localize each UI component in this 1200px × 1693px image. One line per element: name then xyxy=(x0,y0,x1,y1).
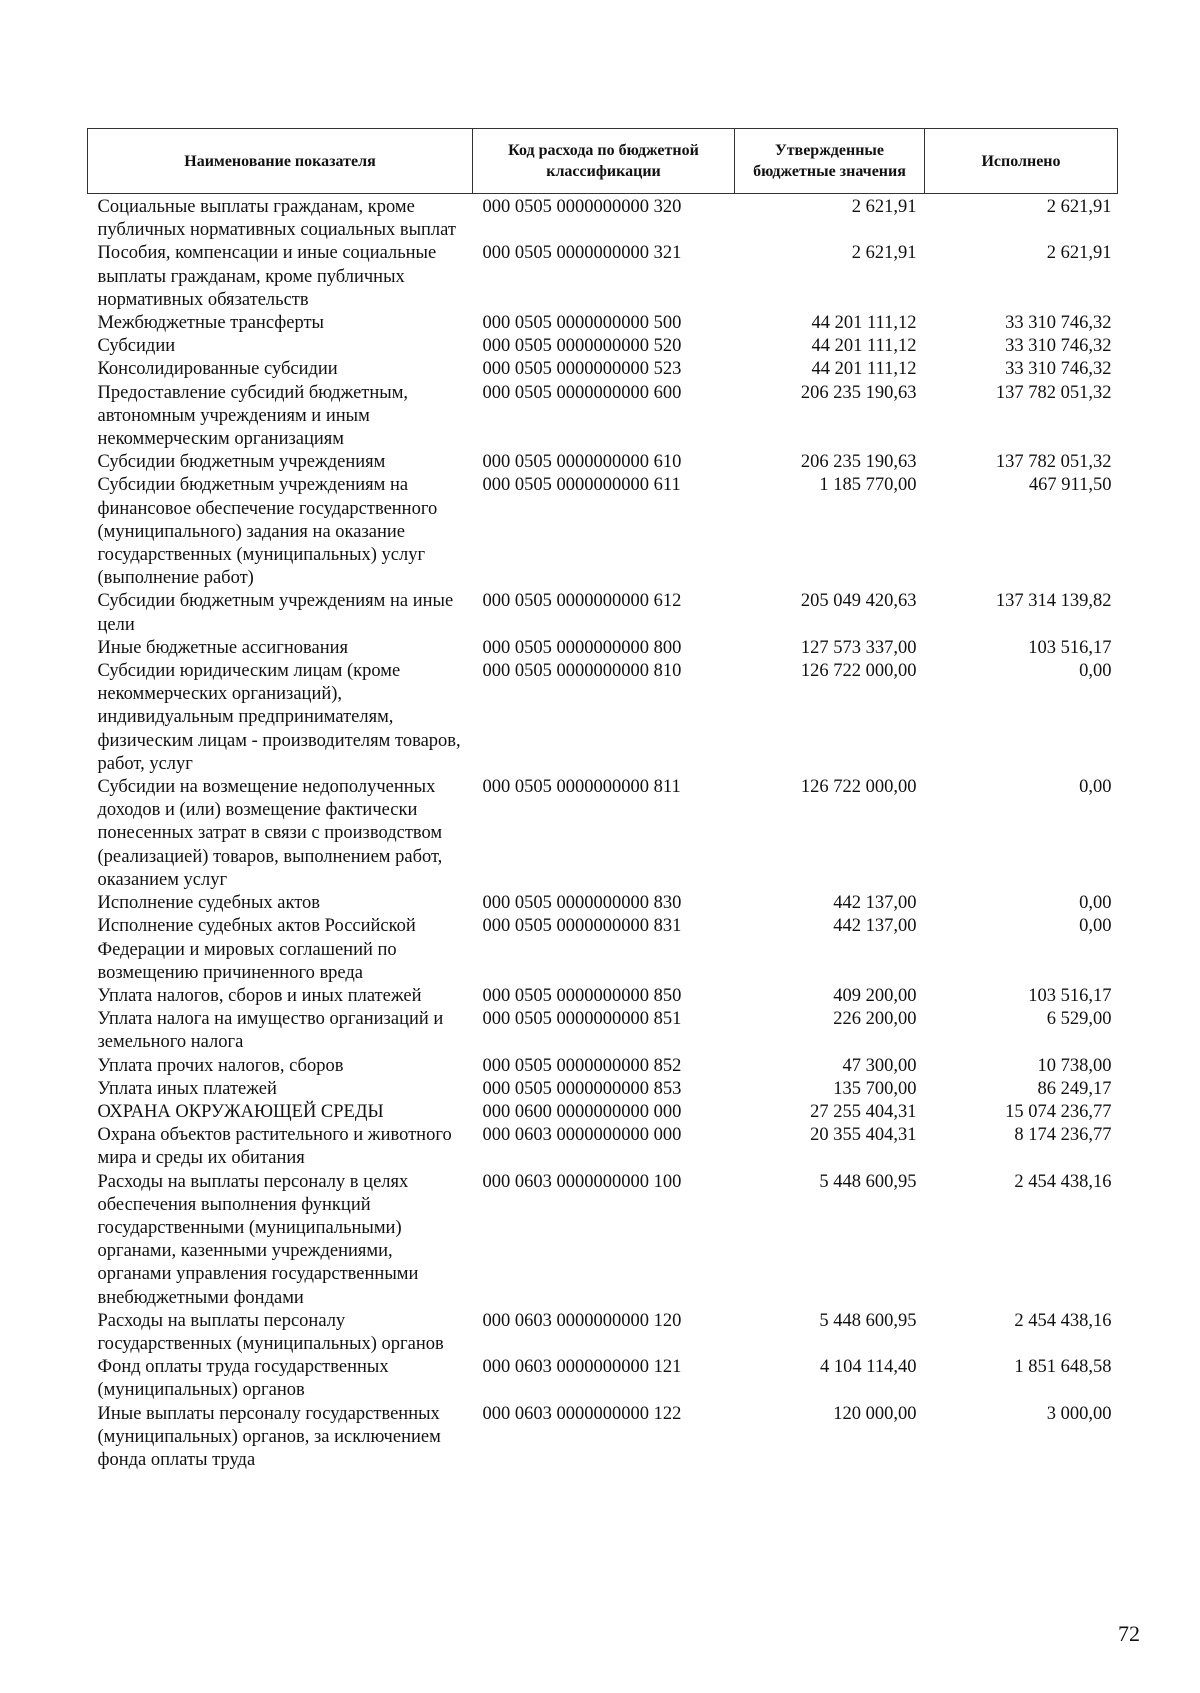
row-executed-value: 2 454 438,16 xyxy=(1014,1171,1112,1192)
row-approved-value: 206 235 190,63 xyxy=(800,452,917,473)
table-row xyxy=(88,637,1118,660)
header-executed: Исполнено xyxy=(925,129,1118,194)
table-row xyxy=(88,194,1118,243)
row-approved-value: 4 104 114,40 xyxy=(820,1357,917,1378)
row-executed-value: 0,00 xyxy=(1079,893,1112,914)
row-approved-value: 206 235 190,63 xyxy=(800,382,917,403)
row-approved-value: 409 200,00 xyxy=(833,985,917,1006)
row-expense-code: 000 0505 0000000000 850 xyxy=(482,985,682,1006)
row-indicator-name: Межбюджетные трансферты xyxy=(97,313,324,334)
row-executed-value: 3 000,00 xyxy=(1046,1403,1112,1424)
table-row xyxy=(88,915,1118,985)
row-approved-value: 126 722 000,00 xyxy=(800,661,917,682)
header-approved-values: Утвержденные бюджетные значения xyxy=(735,129,925,194)
row-indicator-name: Уплата иных платежей xyxy=(97,1078,277,1099)
row-indicator-name: Субсидии бюджетным учреждениям на финансовое обеспечение государственного (муниципального) задания на оказание государственных (муниципальных) услуг (выполнение работ) xyxy=(97,475,438,589)
row-approved-value: 442 137,00 xyxy=(833,893,917,914)
row-expense-code: 000 0603 0000000000 122 xyxy=(482,1403,682,1424)
table-row xyxy=(88,776,1118,892)
table-row xyxy=(88,1055,1118,1078)
row-approved-value: 135 700,00 xyxy=(833,1078,917,1099)
table-row xyxy=(88,474,1118,590)
row-indicator-name: Субсидии бюджетным учреждениям xyxy=(97,452,386,473)
row-executed-value: 137 782 051,32 xyxy=(995,452,1112,473)
table-row xyxy=(88,1124,1118,1170)
row-expense-code: 000 0505 0000000000 830 xyxy=(482,893,682,914)
table-row xyxy=(88,1310,1118,1356)
header-indicator-name: Наименование показателя xyxy=(88,129,473,194)
row-indicator-name: Субсидии бюджетным учреждениям на иные цели xyxy=(97,591,454,635)
row-expense-code: 000 0505 0000000000 520 xyxy=(482,336,682,357)
table-row xyxy=(88,590,1118,636)
row-executed-value: 137 314 139,82 xyxy=(995,591,1112,612)
table-row xyxy=(88,358,1118,381)
row-expense-code: 000 0505 0000000000 523 xyxy=(482,359,682,380)
row-expense-code: 000 0603 0000000000 120 xyxy=(482,1310,682,1331)
row-expense-code: 000 0505 0000000000 810 xyxy=(482,661,682,682)
row-approved-value: 442 137,00 xyxy=(833,916,917,937)
row-indicator-name: Предоставление субсидий бюджетным, автономным учреждениям и иным некоммерческим организациям xyxy=(97,382,409,450)
row-approved-value: 44 201 111,12 xyxy=(811,336,917,357)
header-expense-code: Код расхода по бюджетной классификации xyxy=(473,129,735,194)
row-executed-value: 2 454 438,16 xyxy=(1014,1310,1112,1331)
table-row xyxy=(88,335,1118,358)
row-indicator-name: Расходы на выплаты персоналу в целях обеспечения выполнения функций государственными (муниципальными) органами, казенными учреждениями, органами управления государственными внебюджетными фондами xyxy=(97,1171,419,1308)
page-number: 72 xyxy=(1118,1621,1140,1646)
row-approved-value: 5 448 600,95 xyxy=(819,1171,917,1192)
table-row xyxy=(88,312,1118,335)
row-executed-value: 0,00 xyxy=(1079,777,1112,798)
row-executed-value: 8 174 236,77 xyxy=(1014,1125,1112,1146)
row-expense-code: 000 0600 0000000000 000 xyxy=(482,1101,682,1122)
row-indicator-name: Иные выплаты персоналу государственных (муниципальных) органов, за исключением фонда оплаты труда xyxy=(97,1403,441,1470)
row-expense-code: 000 0505 0000000000 611 xyxy=(482,475,681,496)
row-expense-code: 000 0505 0000000000 811 xyxy=(482,777,681,798)
table-row xyxy=(88,382,1118,452)
row-expense-code: 000 0603 0000000000 000 xyxy=(482,1125,682,1146)
row-indicator-name: Исполнение судебных актов Российской Федерации и мировых соглашений по возмещению причиненного вреда xyxy=(97,916,416,983)
row-indicator-name: ОХРАНА ОКРУЖАЮЩЕЙ СРЕДЫ xyxy=(97,1101,384,1122)
row-indicator-name: Консолидированные субсидии xyxy=(97,359,338,380)
table-row xyxy=(88,1171,1118,1310)
row-approved-value: 205 049 420,63 xyxy=(800,591,917,612)
budget-execution-table xyxy=(87,128,1118,1472)
row-indicator-name: Социальные выплаты гражданам, кроме публичных нормативных социальных выплат xyxy=(97,197,456,241)
row-executed-value: 15 074 236,77 xyxy=(1005,1101,1112,1122)
row-expense-code: 000 0505 0000000000 612 xyxy=(482,591,682,612)
row-approved-value: 226 200,00 xyxy=(833,1009,917,1030)
row-executed-value: 1 851 648,58 xyxy=(1014,1357,1112,1378)
table-row xyxy=(88,1008,1118,1054)
row-indicator-name: Субсидии юридическим лицам (кроме некоммерческих организаций), индивидуальным предпринимателям, физическим лицам - производителям товаров, работ, услуг xyxy=(97,661,461,774)
row-indicator-name: Уплата прочих налогов, сборов xyxy=(97,1055,344,1076)
row-executed-value: 103 516,17 xyxy=(1028,637,1112,658)
table-row xyxy=(88,892,1118,915)
row-expense-code: 000 0505 0000000000 320 xyxy=(482,197,682,217)
row-indicator-name: Иные бюджетные ассигнования xyxy=(97,637,349,658)
row-expense-code: 000 0505 0000000000 321 xyxy=(482,243,682,264)
row-indicator-name: Охрана объектов растительного и животного мира и среды их обитания xyxy=(97,1125,452,1169)
row-executed-value: 33 310 746,32 xyxy=(1005,359,1112,380)
row-approved-value: 1 185 770,00 xyxy=(819,475,917,496)
row-indicator-name: Фонд оплаты труда государственных (муниципальных) органов xyxy=(97,1357,389,1401)
table-row xyxy=(88,451,1118,474)
row-approved-value: 27 255 404,31 xyxy=(810,1101,917,1122)
row-executed-value: 0,00 xyxy=(1079,661,1112,682)
row-expense-code: 000 0505 0000000000 851 xyxy=(482,1009,682,1030)
row-approved-value: 2 621,91 xyxy=(851,243,917,264)
row-approved-value: 47 300,00 xyxy=(842,1055,917,1076)
row-approved-value: 120 000,00 xyxy=(833,1403,917,1424)
table-row xyxy=(88,1403,1118,1473)
row-executed-value: 33 310 746,32 xyxy=(1005,313,1112,334)
table-row xyxy=(88,985,1118,1008)
row-expense-code: 000 0505 0000000000 852 xyxy=(482,1055,682,1076)
row-expense-code: 000 0505 0000000000 610 xyxy=(482,452,682,473)
row-expense-code: 000 0505 0000000000 500 xyxy=(482,313,682,334)
row-expense-code: 000 0603 0000000000 100 xyxy=(482,1171,682,1192)
row-executed-value: 2 621,91 xyxy=(1046,243,1112,264)
row-indicator-name: Пособия, компенсации и иные социальные выплаты гражданам, кроме публичных нормативных обязательств xyxy=(97,243,437,310)
row-executed-value: 10 738,00 xyxy=(1037,1055,1112,1076)
row-expense-code: 000 0505 0000000000 831 xyxy=(482,916,682,937)
row-executed-value: 0,00 xyxy=(1079,916,1112,937)
row-approved-value: 127 573 337,00 xyxy=(800,637,917,658)
table-row xyxy=(88,242,1118,312)
row-executed-value: 33 310 746,32 xyxy=(1005,336,1112,357)
row-indicator-name: Уплата налогов, сборов и иных платежей xyxy=(97,985,422,1006)
row-indicator-name: Субсидии xyxy=(97,336,176,357)
row-approved-value: 2 621,91 xyxy=(851,197,917,217)
table-row xyxy=(88,1101,1118,1124)
table-row xyxy=(88,1356,1118,1402)
row-expense-code: 000 0603 0000000000 121 xyxy=(482,1357,682,1378)
table-row xyxy=(88,1078,1118,1101)
row-approved-value: 126 722 000,00 xyxy=(800,777,917,798)
row-approved-value: 5 448 600,95 xyxy=(819,1310,917,1331)
row-expense-code: 000 0505 0000000000 600 xyxy=(482,382,682,403)
row-indicator-name: Исполнение судебных актов xyxy=(97,893,321,914)
row-executed-value: 86 249,17 xyxy=(1037,1078,1112,1099)
row-executed-value: 6 529,00 xyxy=(1046,1009,1112,1030)
row-expense-code: 000 0505 0000000000 800 xyxy=(482,637,682,658)
row-indicator-name: Уплата налога на имущество организаций и земельного налога xyxy=(97,1009,444,1053)
row-executed-value: 2 621,91 xyxy=(1046,197,1112,217)
row-approved-value: 44 201 111,12 xyxy=(811,359,917,380)
table-body xyxy=(88,194,1118,1473)
row-approved-value: 44 201 111,12 xyxy=(811,313,917,334)
row-indicator-name: Расходы на выплаты персоналу государственных (муниципальных) органов xyxy=(97,1310,444,1354)
row-executed-value: 137 782 051,32 xyxy=(995,382,1112,403)
table-header-row xyxy=(88,129,1118,194)
table-row xyxy=(88,660,1118,776)
row-expense-code: 000 0505 0000000000 853 xyxy=(482,1078,682,1099)
row-indicator-name: Субсидии на возмещение недополученных доходов и (или) возмещение фактически понесенных затрат в связи с производством (реализацией) товаров, выполнением работ, оказанием услуг xyxy=(97,777,443,890)
row-approved-value: 20 355 404,31 xyxy=(810,1125,917,1146)
row-executed-value: 467 911,50 xyxy=(1028,475,1112,496)
row-executed-value: 103 516,17 xyxy=(1028,985,1112,1006)
